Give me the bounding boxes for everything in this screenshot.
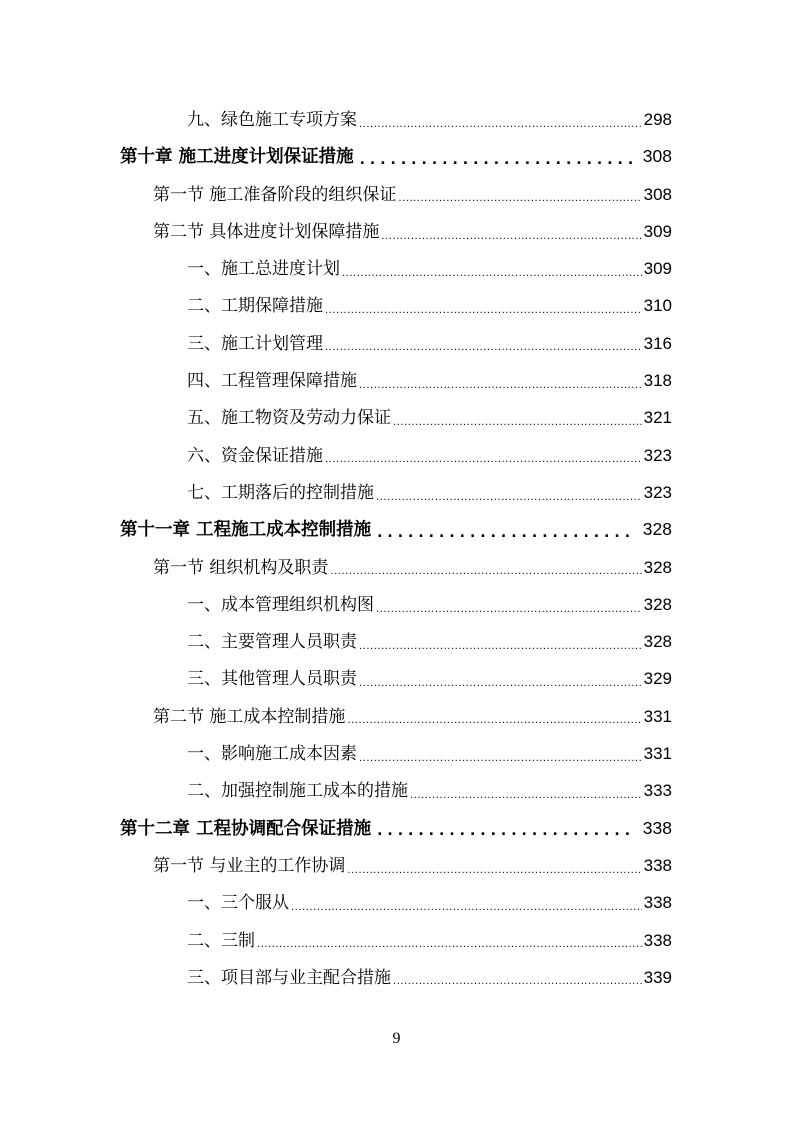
toc-dot-leader xyxy=(398,184,641,204)
toc-entry-page-number: 309 xyxy=(643,221,672,241)
toc-entry-title: 六、资金保证措施 xyxy=(187,445,323,466)
toc-entry-title: 第一节 施工准备阶段的组织保证 xyxy=(153,184,397,205)
toc-dot-leader xyxy=(377,520,633,540)
toc-subsection-entry[interactable] xyxy=(0,325,793,362)
toc-entry-title: 四、工程管理保障措施 xyxy=(187,371,357,392)
toc-entry-page-number: 318 xyxy=(643,371,672,391)
toc-subsection-entry[interactable] xyxy=(0,287,793,324)
toc-dot-leader xyxy=(347,706,641,726)
toc-entry-title: 第十章 施工进度计划保证措施 xyxy=(120,147,354,168)
toc-dot-leader xyxy=(410,781,642,801)
toc-subsection-entry[interactable] xyxy=(0,250,793,287)
toc-entry-page-number: 338 xyxy=(642,817,672,838)
toc-entry-title: 二、主要管理人员职责 xyxy=(187,632,357,653)
toc-entry-title: 三、项目部与业主配合措施 xyxy=(187,967,391,988)
toc-subsection-entry[interactable] xyxy=(0,884,793,921)
page-number: 9 xyxy=(392,1030,401,1047)
toc-entry-title: 一、三个服从 xyxy=(187,893,289,914)
toc-subsection-entry[interactable] xyxy=(0,735,793,772)
toc-chapter-entry[interactable] xyxy=(0,138,793,175)
toc-entry-title: 第二节 施工成本控制措施 xyxy=(153,706,346,727)
toc-entry-page-number: 339 xyxy=(643,967,672,987)
toc-entry-title: 第十二章 工程协调配合保证措施 xyxy=(120,818,372,839)
toc-subsection-entry[interactable] xyxy=(0,772,793,809)
toc-dot-leader xyxy=(393,967,642,987)
toc-entry-page-number: 323 xyxy=(643,445,672,465)
toc-subsection-entry[interactable] xyxy=(0,959,793,996)
toc-entry-page-number: 328 xyxy=(643,632,672,652)
toc-entry-page-number: 323 xyxy=(643,482,672,502)
toc-section-entry[interactable] xyxy=(0,176,793,213)
toc-entry-page-number: 310 xyxy=(643,296,672,316)
toc-subsection-entry[interactable] xyxy=(0,922,793,959)
toc-entry-page-number: 333 xyxy=(643,781,672,801)
toc-entry-title: 二、三制 xyxy=(187,930,255,951)
toc-section-entry[interactable] xyxy=(0,549,793,586)
toc-entry-title: 第二节 具体进度计划保障措施 xyxy=(153,221,380,242)
toc-dot-leader xyxy=(330,557,641,577)
toc-entry-page-number: 328 xyxy=(643,594,672,614)
toc-subsection-entry[interactable] xyxy=(0,399,793,436)
toc-chapter-entry[interactable] xyxy=(0,810,793,847)
toc-subsection-entry[interactable] xyxy=(0,362,793,399)
toc-chapter-entry[interactable] xyxy=(0,511,793,548)
toc-entry-page-number: 338 xyxy=(643,893,672,913)
toc-entry-page-number: 328 xyxy=(643,557,672,577)
toc-dot-leader xyxy=(325,296,642,316)
toc-dot-leader xyxy=(359,632,642,652)
toc-subsection-entry[interactable] xyxy=(0,437,793,474)
toc-subsection-entry[interactable] xyxy=(0,474,793,511)
toc-entry-page-number: 298 xyxy=(643,110,672,129)
toc-subsection-entry[interactable] xyxy=(0,586,793,623)
toc-entry-title: 三、施工计划管理 xyxy=(187,333,323,354)
toc-entry-page-number: 308 xyxy=(642,146,672,167)
toc-entry-page-number: 331 xyxy=(643,744,672,764)
toc-entry-page-number: 338 xyxy=(643,855,672,875)
toc-dot-leader xyxy=(376,595,642,615)
table-of-contents xyxy=(0,101,793,996)
toc-entry-page-number: 309 xyxy=(643,259,672,279)
toc-entry-title: 一、成本管理组织机构图 xyxy=(187,594,374,615)
toc-entry-page-number: 321 xyxy=(643,408,672,428)
toc-dot-leader xyxy=(325,333,642,353)
toc-entry-title: 一、施工总进度计划 xyxy=(187,259,340,280)
toc-entry-title: 一、影响施工成本因素 xyxy=(187,744,357,765)
toc-entry-title: 第一节 与业主的工作协调 xyxy=(153,855,346,876)
toc-entry-page-number: 329 xyxy=(643,669,672,689)
toc-dot-leader xyxy=(359,110,642,130)
toc-entry-page-number: 308 xyxy=(643,184,672,204)
toc-subsection-entry[interactable] xyxy=(0,101,793,138)
toc-entry-title: 九、绿色施工专项方案 xyxy=(187,110,357,130)
toc-entry-page-number: 328 xyxy=(642,519,672,540)
toc-entry-title: 五、施工物资及劳动力保证 xyxy=(187,408,391,429)
toc-entry-page-number: 338 xyxy=(643,930,672,950)
toc-dot-leader xyxy=(360,147,633,167)
toc-entry-page-number: 316 xyxy=(643,333,672,353)
toc-dot-leader xyxy=(393,408,642,428)
toc-entry-title: 二、加强控制施工成本的措施 xyxy=(187,781,408,802)
toc-dot-leader xyxy=(342,259,642,279)
toc-entry-title: 二、工期保障措施 xyxy=(187,296,323,317)
toc-dot-leader xyxy=(376,483,642,503)
toc-section-entry[interactable] xyxy=(0,698,793,735)
toc-dot-leader xyxy=(347,856,641,876)
toc-dot-leader xyxy=(359,371,642,391)
toc-subsection-entry[interactable] xyxy=(0,623,793,660)
toc-dot-leader xyxy=(359,744,642,764)
toc-dot-leader xyxy=(257,930,642,950)
toc-dot-leader xyxy=(359,669,642,689)
toc-dot-leader xyxy=(377,818,633,838)
toc-entry-title: 第十一章 工程施工成本控制措施 xyxy=(120,520,372,541)
toc-dot-leader xyxy=(381,222,641,242)
toc-subsection-entry[interactable] xyxy=(0,660,793,697)
toc-entry-page-number: 331 xyxy=(643,706,672,726)
toc-section-entry[interactable] xyxy=(0,213,793,250)
toc-entry-title: 三、其他管理人员职责 xyxy=(187,669,357,690)
toc-entry-title: 七、工期落后的控制措施 xyxy=(187,482,374,503)
toc-dot-leader xyxy=(325,445,642,465)
toc-entry-title: 第一节 组织机构及职责 xyxy=(153,557,329,578)
toc-dot-leader xyxy=(291,893,642,913)
toc-section-entry[interactable] xyxy=(0,847,793,884)
